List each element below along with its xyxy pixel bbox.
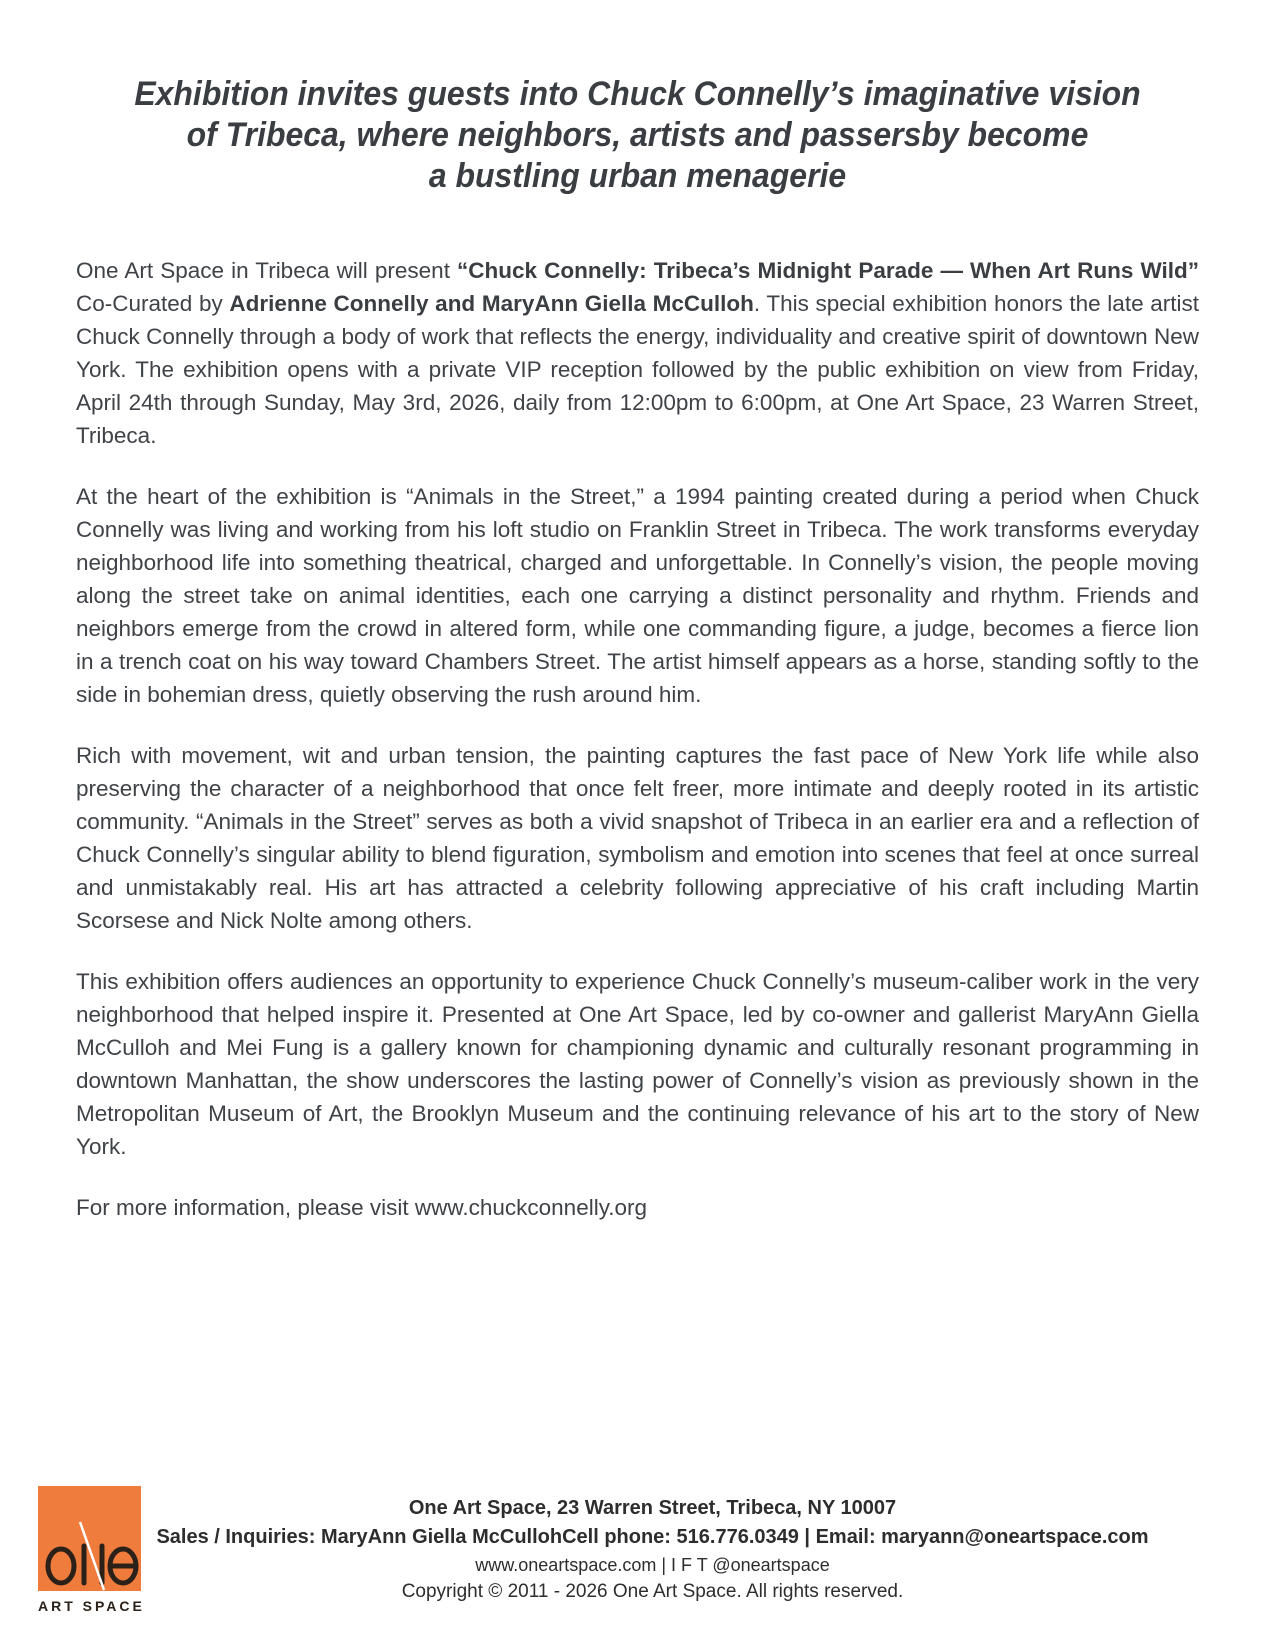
paragraph: One Art Space in Tribeca will present “Chuck Connelly: Tribeca’s Midnight Parade — When Art Runs Wild” Co-Curated by Adrienne Connelly and MaryAnn Giella McCulloh. This special exhibition honors the late artist Chuck Connelly through a body of work that reflects the energy, individuality and creative spirit of downtown New York. The exhibition opens with a private VIP reception followed by the public exhibition on view from Friday, April 24th through Sunday, May 3rd, 2026, daily from 12:00pm to 6:00pm, at One Art Space, 23 Warren Street, Tribeca. — [76, 258, 1199, 448]
paragraph: At the heart of the exhibition is “Animals in the Street,” a 1994 painting created during a period when Chuck Connelly was living and working from his loft studio on Franklin Street in Tribeca. The work transforms everyday neighborhood life into something theatrical, charged and unforgettable. In Connelly’s vision, the people moving along the street take on animal identities, each one carrying a distinct personality and rhythm. Friends and neighbors emerge from the crowd in altered form, while one commanding figure, a judge, becomes a fierce lion in a trench coat on his way toward Chambers Street. The artist himself appears as a horse, standing softly to the side in bohemian dress, quietly observing the rush around him. — [76, 484, 1199, 707]
paragraph: For more information, please visit www.chuckconnelly.org — [76, 1195, 648, 1220]
footer — [40, 1494, 1265, 1606]
body — [76, 254, 1199, 1224]
footer-copyright-line: Copyright © 2011 - 2026 One Art Space. All rights reserved. — [401, 1581, 904, 1602]
footer-address-line: One Art Space, 23 Warren Street, Tribeca, NY 10007 — [408, 1497, 897, 1519]
title-line: a bustling urban menagerie — [428, 157, 847, 195]
footer-web-line: www.oneartspace.com | I F T @oneartspace — [475, 1555, 830, 1575]
paragraph: Rich with movement, wit and urban tension, the painting captures the fast pace of New York life while also preserving the character of a neighborhood that once felt freer, more intimate and deeply rooted in its artistic community. “Animals in the Street” serves as both a vivid snapshot of Tribeca in an earlier era and a reflection of Chuck Connelly’s singular ability to blend figuration, symbolism and emotion into scenes that feel at once surreal and unmistakably real. His art has attracted a celebrity following appreciative of his craft including Martin Scorsese and Nick Nolte among others. — [76, 743, 1199, 933]
title-line: of Tribeca, where neighbors, artists and passersby become — [186, 116, 1089, 154]
footer-contact-line: Sales / Inquiries: MaryAnn Giella McCullohCell phone: 516.776.0349 | Email: maryann@oneartspace.com — [156, 1526, 1149, 1548]
document-title — [38, 74, 1237, 197]
title-line: Exhibition invites guests into Chuck Connelly’s imaginative vision — [134, 75, 1141, 113]
paragraph: This exhibition offers audiences an opportunity to experience Chuck Connelly’s museum-caliber work in the very neighborhood that helped inspire it. Presented at One Art Space, led by co-owner and gallerist MaryAnn Giella McCulloh and Mei Fung is a gallery known for championing dynamic and culturally resonant programming in downtown Manhattan, the show underscores the lasting power of Connelly’s vision as previously shown in the Metropolitan Museum of Art, the Brooklyn Museum and the continuing relevance of his art to the story of New York. — [76, 969, 1199, 1159]
logo-caption: ART SPACE — [38, 1598, 145, 1614]
